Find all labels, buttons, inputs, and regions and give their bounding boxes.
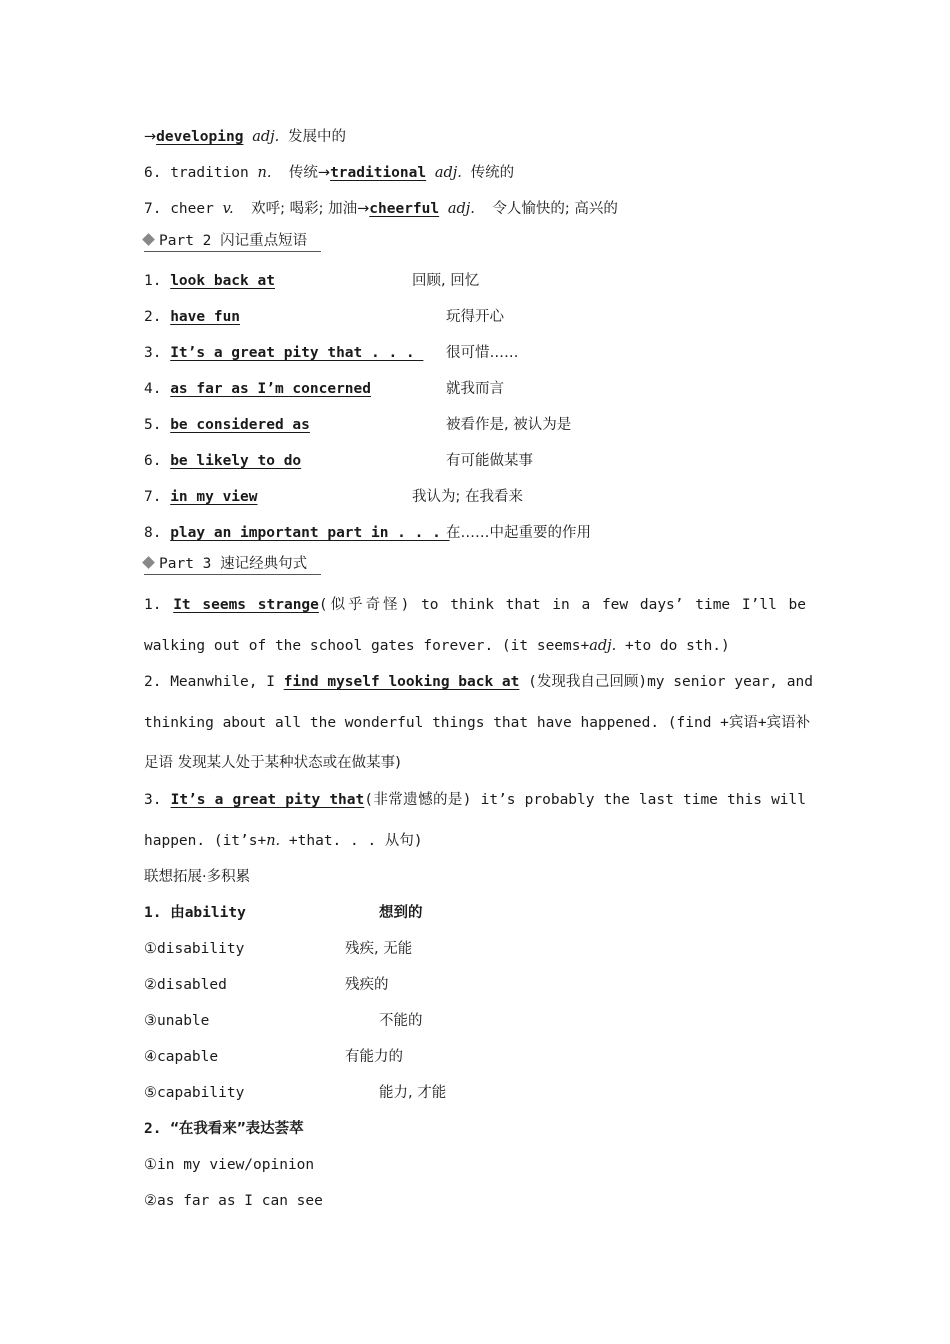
list-item: ①disability <box>144 941 245 957</box>
list-item-meaning: 残疾的 <box>345 977 389 993</box>
diamond-icon <box>142 556 155 569</box>
phrase-row: 5. be considered as <box>144 417 310 433</box>
phrase-meaning: 我认为; 在我看来 <box>412 489 523 505</box>
sentence-3-key: It’s a great pity that <box>170 792 365 808</box>
phrase-meaning: 回顾, 回忆 <box>412 273 480 289</box>
phrase-row: 4. as far as I’m concerned <box>144 381 371 397</box>
answer-traditional: traditional <box>330 165 427 181</box>
sentence-1-line1: 1. It seems strange(似乎奇怪) to think that in a few days’ time I’ll be <box>144 597 806 613</box>
phrase-row: 1. look back at <box>144 273 275 289</box>
diamond-icon <box>142 233 155 246</box>
list-item: ⑤capability <box>144 1085 245 1101</box>
list-item-meaning: 能力, 才能 <box>379 1085 447 1101</box>
answer-developing: developing <box>156 129 244 145</box>
phrase-meaning: 在……中起重要的作用 <box>446 525 591 541</box>
sentence-3-line2: happen. (it’s+n. +that. . . 从句) <box>144 833 423 849</box>
answer-cheerful: cheerful <box>369 201 440 217</box>
list-item-meaning: 不能的 <box>379 1013 423 1029</box>
sentence-2-key: find myself looking back at <box>283 674 520 690</box>
list-item: ①in my view/opinion <box>144 1157 315 1173</box>
sentence-2-line1: 2. Meanwhile, I find myself looking back at (发现我自己回顾)my senior year, and <box>144 674 813 690</box>
extend-heading: 联想拓展·多积累 <box>144 869 251 885</box>
vocab-developing: →developing adj. 发展中的 <box>144 129 346 145</box>
sentence-1-line2: walking out of the school gates forever. (it seems+adj. +to do sth.) <box>144 638 730 654</box>
sentence-2-line3: 足语 发现某人处于某种状态或在做某事) <box>144 755 401 771</box>
list-item-meaning: 有能力的 <box>345 1049 403 1065</box>
list-item: ③unable <box>144 1013 210 1029</box>
sentence-2-line2: thinking about all the wonderful things that have happened. (find +宾语+宾语补 <box>144 715 811 731</box>
group-1-title: 1. 由ability <box>144 905 246 921</box>
phrase-meaning: 有可能做某事 <box>446 453 533 469</box>
list-item: ②as far as I can see <box>144 1193 323 1209</box>
group-2-title: 2. “在我看来”表达荟萃 <box>144 1121 304 1137</box>
phrase-row: 2. have fun <box>144 309 241 325</box>
vocab-item-7: 7. cheer v. 欢呼; 喝彩; 加油→cheerful adj. 令人愉快的; 高兴的 <box>144 201 618 217</box>
list-item-meaning: 残疾, 无能 <box>345 941 413 957</box>
vocab-item-6: 6. tradition n. 传统→traditional adj. 传统的 <box>144 165 515 181</box>
part3-heading: Part 3 速记经典句式 <box>144 554 321 575</box>
list-item: ④capable <box>144 1049 219 1065</box>
phrase-meaning: 玩得开心 <box>446 309 504 325</box>
sentence-1-key: It seems strange <box>173 597 319 613</box>
sentence-3-line1: 3. It’s a great pity that(非常遗憾的是) it’s probably the last time this will <box>144 792 806 808</box>
phrase-row: 8. play an important part in . . . <box>144 525 450 541</box>
list-item: ②disabled <box>144 977 227 993</box>
phrase-row: 7. in my view <box>144 489 258 505</box>
phrase-row: 6. be likely to do <box>144 453 302 469</box>
phrase-meaning: 被看作是, 被认为是 <box>446 417 572 433</box>
phrase-meaning: 就我而言 <box>446 381 504 397</box>
part2-heading: Part 2 闪记重点短语 <box>144 231 321 252</box>
phrase-meaning: 很可惜…… <box>446 345 519 361</box>
phrase-row: 3. It’s a great pity that . . . <box>144 345 424 361</box>
group-1-title2: 想到的 <box>379 905 423 921</box>
